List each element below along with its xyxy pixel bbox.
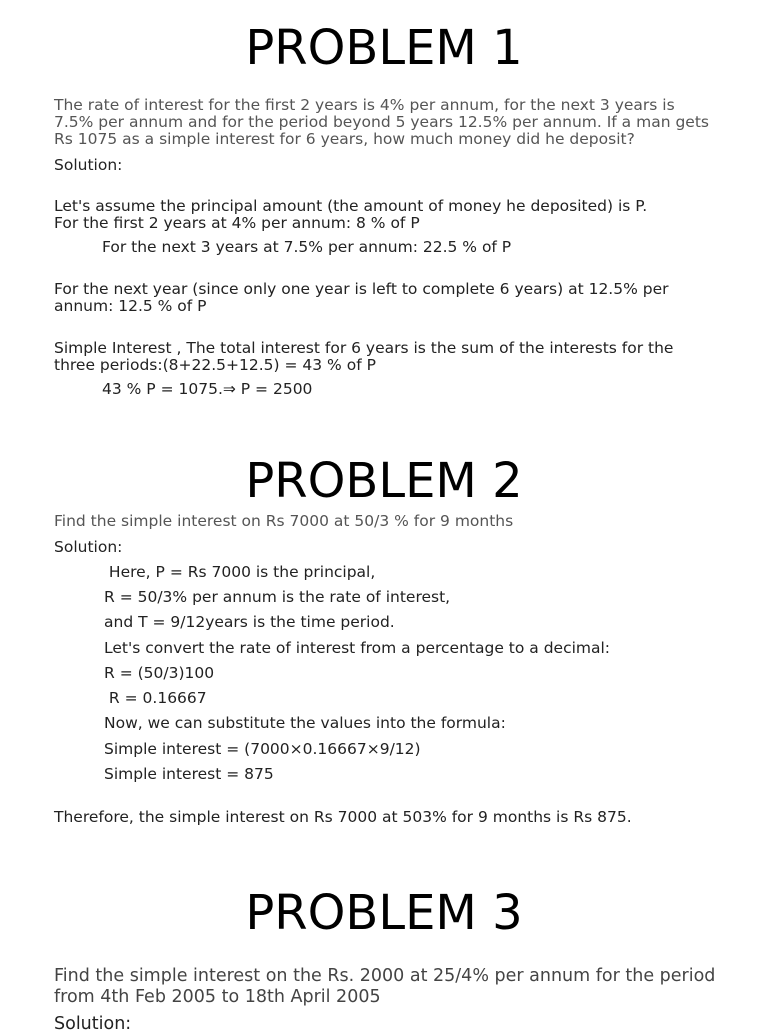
problem-2-step: R = 50/3% per annum is the rate of interest, (104, 588, 451, 606)
problem-1-line-1: Let's assume the principal amount (the amount of money he deposited) is P. For the first 2 years at 4% per annum: 8 % of P (54, 197, 648, 232)
problem-2-step: Let's convert the rate of interest from a percentage to a decimal: (104, 639, 611, 657)
problem-1-line-4: Simple Interest , The total interest for 6 years is the sum of the interests for the three periods:(8+22.5+12.5) = 43 % of P (54, 339, 674, 374)
problem-1-line-5: 43 % P = 1075.⇒ P = 2500 (102, 380, 313, 398)
problem-2-step: Simple interest = (7000×0.16667×9/12) (104, 740, 421, 758)
problem-1-line-3: For the next year (since only one year is left to complete 6 years) at 12.5% per annum: 12.5 % of P (54, 280, 669, 315)
problem-2-question: Find the simple interest on Rs 7000 at 50/3 % for 9 months (54, 512, 514, 530)
problem-3-question: Find the simple interest on the Rs. 2000 at 25/4% per annum for the period from 4th Feb 2005 to 18th April 2005 (54, 966, 716, 1007)
problem-2-step: Now, we can substitute the values into the formula: (104, 714, 506, 732)
problem-2-step: and T = 9/12years is the time period. (104, 613, 395, 631)
problem-2-step: R = 0.16667 (104, 689, 207, 707)
problem-3-solution-label: Solution: (54, 1014, 132, 1034)
problem-1-solution-label: Solution: (54, 156, 123, 174)
problem-2-conclusion: Therefore, the simple interest on Rs 7000 at 503% for 9 months is Rs 875. (54, 808, 632, 826)
problem-2-solution-label: Solution: (54, 538, 123, 556)
problem-1-question: The rate of interest for the first 2 years is 4% per annum, for the next 3 years is 7.5% per annum and for the period beyond 5 years 12.5% per annum. If a man gets Rs 1075 as a simple interest for 6 years, how much money did he deposit? (54, 96, 709, 148)
problem-1-title: PROBLEM 1 (245, 20, 523, 76)
problem-2-step: Here, P = Rs 7000 is the principal, (104, 563, 376, 581)
problem-2-step: R = (50/3)100 (104, 664, 215, 682)
problem-3-title: PROBLEM 3 (245, 885, 523, 941)
problem-2-step: Simple interest = 875 (104, 765, 274, 783)
problem-1-line-2: For the next 3 years at 7.5% per annum: 22.5 % of P (102, 238, 512, 256)
problem-2-title: PROBLEM 2 (245, 453, 523, 509)
